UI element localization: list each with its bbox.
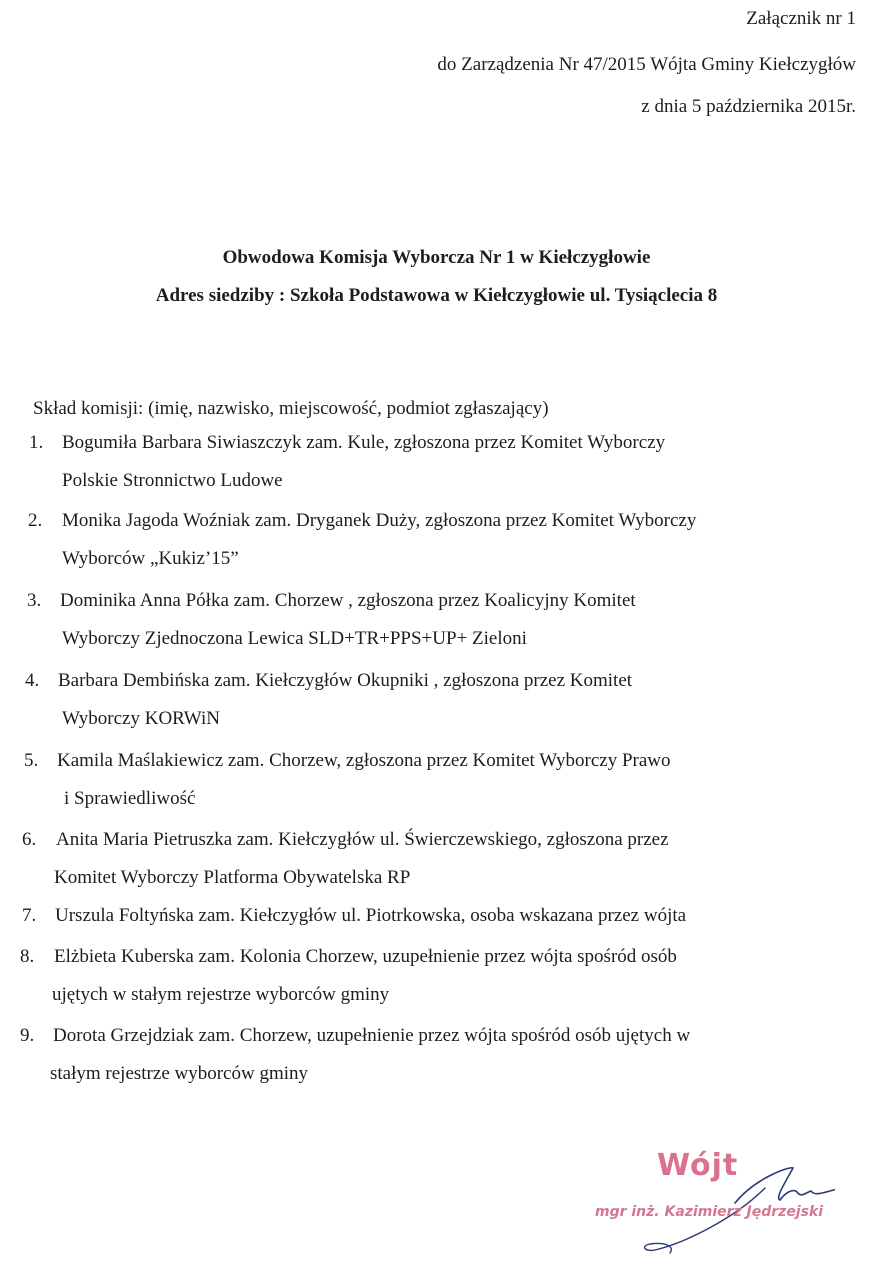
member-details-continued: ujętych w stałym rejestrze wyborców gminy xyxy=(52,984,390,1005)
member-details: Urszula Foltyńska zam. Kiełczygłów ul. Piotrkowska, osoba wskazana przez wójta xyxy=(55,905,687,926)
annex-label: Załącznik nr 1 xyxy=(746,8,856,29)
member-details-continued: Wyborczy KORWiN xyxy=(62,708,220,729)
mayor-stamp xyxy=(585,1148,835,1258)
member-number: 7. xyxy=(22,905,37,926)
stamp-name: mgr inż. Kazimierz Jędrzejski xyxy=(595,1204,824,1220)
member-number: 6. xyxy=(22,829,37,850)
member-details-continued: Polskie Stronnictwo Ludowe xyxy=(62,470,283,491)
member-number: 2. xyxy=(28,510,43,531)
member-details: Kamila Maślakiewicz zam. Chorzew, zgłoszona przez Komitet Wyborczy Prawo xyxy=(57,750,671,771)
member-number: 1. xyxy=(29,432,44,453)
commission-title: Obwodowa Komisja Wyborcza Nr 1 w Kiełczygłowie xyxy=(222,247,651,268)
member-details-continued: Wyborczy Zjednoczona Lewica SLD+TR+PPS+UP+ Zieloni xyxy=(62,628,527,649)
member-number: 5. xyxy=(24,750,39,771)
member-details: Monika Jagoda Woźniak zam. Dryganek Duży, zgłoszona przez Komitet Wyborczy xyxy=(62,510,697,531)
member-details: Anita Maria Pietruszka zam. Kiełczygłów ul. Świerczewskiego, zgłoszona przez xyxy=(56,829,669,850)
member-details-continued: Wyborców „Kukiz’15” xyxy=(62,548,239,569)
member-details-continued: i Sprawiedliwość xyxy=(64,788,196,809)
member-details: Dominika Anna Półka zam. Chorzew , zgłoszona przez Koalicyjny Komitet xyxy=(60,590,636,611)
member-details: Barbara Dembińska zam. Kiełczygłów Okupniki , zgłoszona przez Komitet xyxy=(58,670,633,691)
composition-intro: Skład komisji: (imię, nazwisko, miejscowość, podmiot zgłaszający) xyxy=(33,398,549,419)
member-details-continued: stałym rejestrze wyborców gminy xyxy=(50,1063,309,1084)
ordinance-reference: do Zarządzenia Nr 47/2015 Wójta Gminy Kiełczygłów xyxy=(437,54,856,75)
commission-address: Adres siedziby : Szkoła Podstawowa w Kiełczygłowie ul. Tysiąclecia 8 xyxy=(155,285,718,306)
member-number: 9. xyxy=(20,1025,35,1046)
member-details: Dorota Grzejdziak zam. Chorzew, uzupełnienie przez wójta spośród osób ujętych w xyxy=(53,1025,691,1046)
member-details: Elżbieta Kuberska zam. Kolonia Chorzew, uzupełnienie przez wójta spośród osób xyxy=(54,946,677,967)
member-number: 3. xyxy=(27,590,42,611)
member-details: Bogumiła Barbara Siwiaszczyk zam. Kule, zgłoszona przez Komitet Wyborczy xyxy=(62,432,666,453)
ordinance-date: z dnia 5 października 2015r. xyxy=(641,96,856,117)
member-number: 4. xyxy=(25,670,40,691)
stamp-title: Wójt xyxy=(657,1148,739,1183)
member-details-continued: Komitet Wyborczy Platforma Obywatelska RP xyxy=(54,867,411,888)
member-number: 8. xyxy=(20,946,35,967)
